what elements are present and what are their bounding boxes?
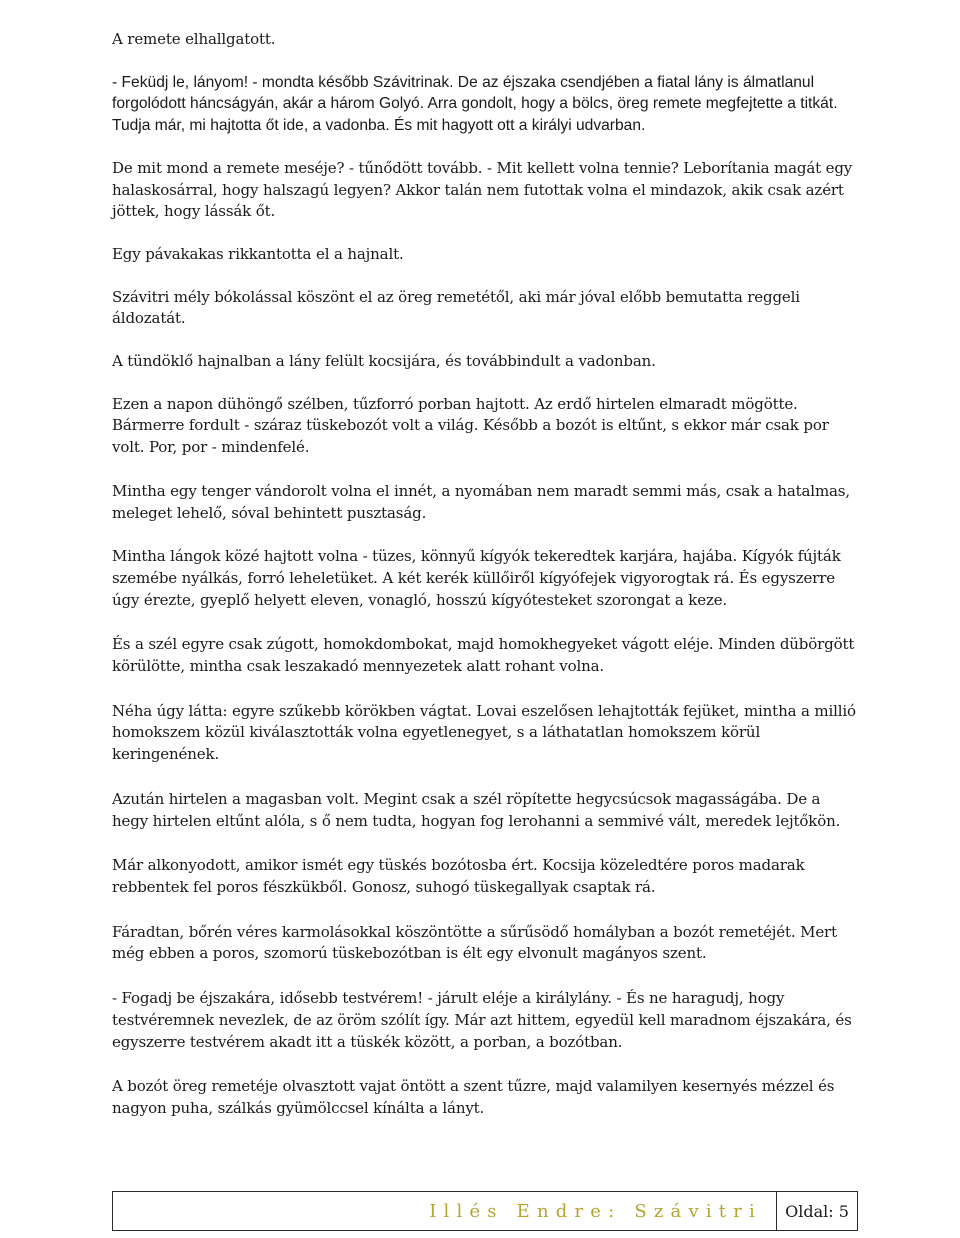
- paragraph-3: De mit mond a remete meséje? - tűnődött tovább. - Mit kellett volna tennie? Leborítania magát egy halaskosárral, hogy halszagú legyen? Akkor talán nem futottak volna el mindazok, akik csak azért jöttek, hogy lássák őt.: [112, 158, 853, 221]
- paragraph-14: Fáradtan, bőrén véres karmolásokkal köszöntötte a sűrűsödő homályban a bozót remetéjét. Mert még ebben a poros, szomorú tüskebozótban is élt egy elvonult magányos szent.: [112, 922, 837, 963]
- paragraph-13: Már alkonyodott, amikor ismét egy tüskés bozótosba ért. Kocsija közeledtére poros madarak rebbentek fel poros fészkükből. Gonosz, suhogó tüskegallyak csaptak rá.: [112, 856, 805, 896]
- paragraph-7: Ezen a napon dühöngő szélben, tűzforró porban hajtott. Az erdő hirtelen elmaradt mögötte. Bármerre fordult - száraz tüskebozót volt a világ. Később a bozót is eltűnt, s ekkor már csak por volt. Por, por - mindenfelé.: [112, 394, 829, 457]
- paragraph-10: És a szél egyre csak zúgott, homokdombokat, majd homokhegyeket vágott eléje. Minden dübörgött körülötte, mintha csak leszakadó mennyezetek alatt rohant volna.: [112, 635, 855, 676]
- document-body: [112, 29, 857, 1120]
- footer-page-number: Oldal: 5: [776, 1192, 857, 1230]
- paragraph-1: A remete elhallgatott.: [112, 30, 276, 48]
- page-footer: [112, 1191, 858, 1231]
- paragraph-9: Mintha lángok közé hajtott volna - tüzes, könnyű kígyók tekeredtek karjára, hajába. Kígyók fújták szemébe nyálkás, forró leheletüket. A két kerék küllőiről kígyófejek vigyorogtak rá. És egyszerre úgy érezte, gyeplő helyett eleven, vonagló, hosszú kígyótesteket szorongat a keze.: [112, 547, 841, 609]
- paragraph-11: Néha úgy látta: egyre szűkebb körökben vágtat. Lovai eszelősen lehajtották fejüket, mintha a millió homokszem közül kiválasztották volna egyetlenegyet, s a láthatatlan homokszem körül keringenének.: [112, 701, 856, 764]
- paragraph-16: A bozót öreg remetéje olvasztott vajat öntött a szent tűzre, majd valamilyen kesernyés mézzel és nagyon puha, szálkás gyümölccsel kínálta a lányt.: [112, 1077, 835, 1117]
- paragraph-4: Egy pávakakas rikkantotta el a hajnalt.: [112, 244, 404, 263]
- paragraph-6: A tündöklő hajnalban a lány felült kocsijára, és továbbindult a vadonban.: [112, 352, 656, 371]
- footer-title: Illés Endre: Szávitri: [429, 1200, 762, 1222]
- paragraph-8: Mintha egy tenger vándorolt volna el innét, a nyomában nem maradt semmi más, csak a hatalmas, meleget lehelő, sóval behintett pusztaság.: [112, 481, 850, 522]
- paragraph-12: Azután hirtelen a magasban volt. Megint csak a szél röpítette hegycsúcsok magasságába. De a hegy hirtelen eltűnt alóla, s ő nem tudta, hogyan fog lerohanni a semmivé vált, meredek lejtőkön.: [112, 789, 841, 830]
- paragraph-15: - Fogadj be éjszakára, idősebb testvérem! - járult eléje a királylány. - És ne haragudj, hogy testvéremnek nevezlek, de az öröm szólít így. Már azt hittem, egyedül kell maradnom éjszakára, és egyszerre testvérem akadt itt a tüskék között, a porban, a bozótban.: [112, 989, 852, 1051]
- paragraph-5: Szávitri mély bókolással köszönt el az öreg remetétől, aki már jóval előbb bemutatta reggeli áldozatát.: [112, 287, 800, 328]
- paragraph-2: - Feküdj le, lányom! - mondta később Szávitrinak. De az éjszaka csendjében a fiatal lány is álmatlanul forgolódott háncságyán, akár a három Golyó. Arra gondolt, hogy a bölcs, öreg remete megfejtette a titkát. Tudja már, mi hajtotta őt ide, a vadonba. És mit hagyott ott a királyi udvarban.: [112, 73, 838, 135]
